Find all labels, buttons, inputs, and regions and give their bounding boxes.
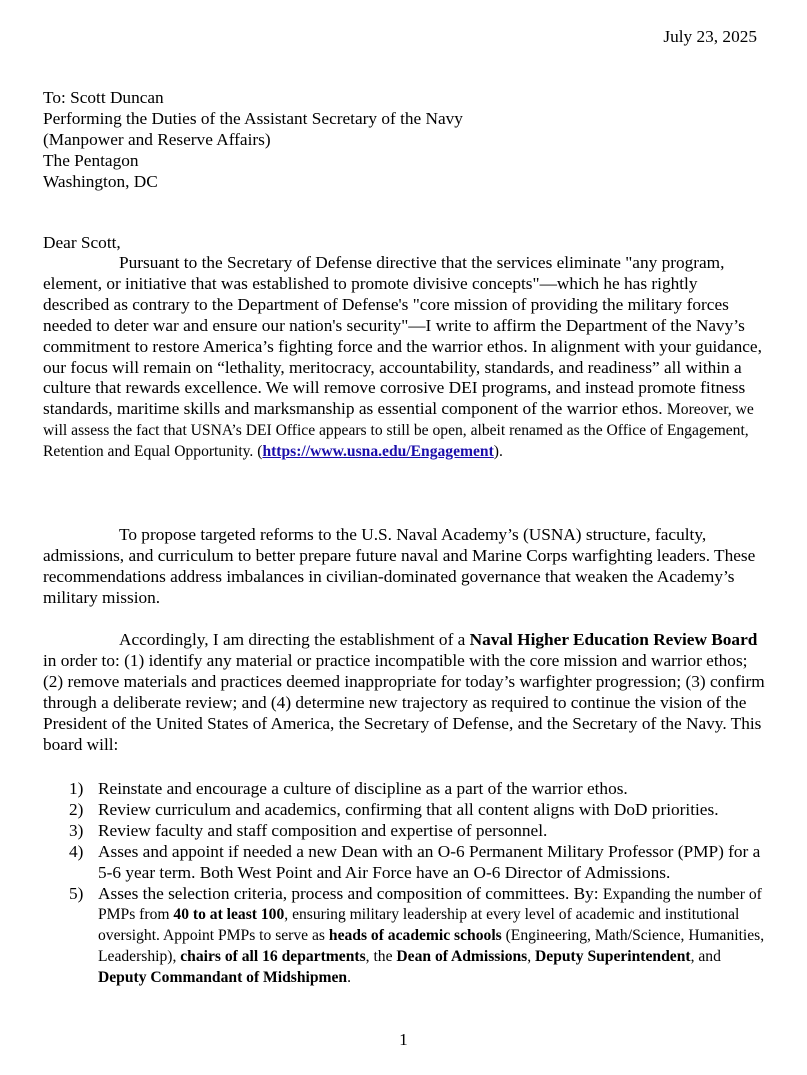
list-item-text: . [347, 969, 352, 987]
recipient-title-line: Performing the Duties of the Assistant Secretary of the Navy [43, 108, 463, 128]
list-item-number: 2) [69, 799, 84, 819]
pmp-count-range: 40 to at least 100 [173, 906, 285, 924]
list-item-text: Expanding the number of PMPs from [98, 885, 762, 924]
list-item-text: Reinstate and encourage a culture of discipline as a part of the warrior ethos. [98, 779, 628, 798]
heads-of-schools: heads of academic schools [328, 927, 502, 945]
board-actions-list [43, 779, 765, 988]
letter-date: July 23, 2025 [663, 27, 757, 46]
list-item [43, 779, 765, 800]
list-item-text: , [527, 948, 536, 966]
list-item-number: 1) [69, 779, 84, 798]
list-item [43, 884, 765, 989]
dean-of-admissions: Dean of Admissions [396, 948, 528, 966]
review-board-intro: Accordingly, I am directing the establishment of a [119, 630, 470, 649]
list-item [43, 821, 765, 842]
list-item-number: 5) [69, 883, 84, 903]
deputy-superintendent: Deputy Superintendent [535, 948, 691, 966]
list-item-number: 3) [69, 820, 84, 840]
list-item-text: , the [365, 948, 397, 966]
list-item-text: , ensuring military leadership at every level of academic and institutional oversight. Appoint PMPs to serve as [98, 906, 740, 945]
review-board-name: Naval Higher Education Review Board [469, 630, 758, 649]
paragraph-directive [43, 253, 765, 462]
list-item [43, 800, 765, 821]
review-board-purpose: in order to: (1) identify any material or practice incompatible with the core mission and warrior ethos; (2) remove materials and practices deemed inappropriate for today’s warfighter progression; (3) confirm through a deliberate review; and (4) determine new trajectory as required to continue the vision of the President of the United States of America, the Secretary of Defense, and the Secretary of the Navy. This board will: [43, 650, 765, 754]
recipient-city-line: Washington, DC [43, 171, 158, 191]
department-chairs: chairs of all 16 departments [180, 948, 366, 966]
list-item-text: Asses and appoint if needed a new Dean with an O-6 Permanent Military Professor (PMP) for a 5-6 year term. Both West Point and Air Force have an O-6 Director of Admissions. [98, 841, 761, 882]
list-item-text: Asses the selection criteria, process and composition of committees. By: [98, 883, 603, 903]
recipient-building-line: The Pentagon [43, 150, 139, 170]
paragraph-directive-closing: ). [493, 443, 503, 461]
address-block [43, 88, 463, 193]
deputy-commandant: Deputy Commandant of Midshipmen [98, 969, 348, 987]
list-item-number: 4) [69, 841, 84, 861]
paragraph-directive-text: Pursuant to the Secretary of Defense directive that the services eliminate "any program, element, or initiative that was established to promote divisive concepts"—which he has rightly described as contrary to the Department of Defense's "core mission of providing the military forces needed to deter war and ensure our nation's security"—I write to affirm the Department of the Navy’s commitment to restore America’s fighting force and the warrior ethos. In alignment with your guidance, our focus will remain on “lethality, meritocracy, accountability, standards, and readiness” all within a culture that rewards excellence. We will remove corrosive DEI programs, and instead promote fitness standards, maritime skills and marksmanship as essential component of the warrior ethos. [43, 253, 762, 419]
list-item-text: Review curriculum and academics, confirming that all content aligns with DoD priorities. [98, 799, 719, 819]
paragraph-reforms-text: To propose targeted reforms to the U.S. Naval Academy’s (USNA) structure, faculty, admissions, and curriculum to better prepare future naval and Marine Corps warfighting leaders. These recommendations address imbalances in civilian-dominated governance that weaken the Academy’s military mission. [43, 525, 756, 607]
engagement-link[interactable]: https://www.usna.edu/Engagement [262, 443, 494, 461]
recipient-office-line: (Manpower and Reserve Affairs) [43, 129, 271, 149]
salutation: Dear Scott, [43, 233, 121, 252]
list-item-text: (Engineering, Math/Science, Humanities, Leadership), [98, 927, 765, 966]
page-number: 1 [399, 1030, 408, 1049]
list-item-text: Review faculty and staff composition and expertise of personnel. [98, 820, 548, 840]
list-item-text: , and [690, 948, 721, 966]
recipient-line: To: Scott Duncan [43, 88, 164, 107]
paragraph-reforms [43, 525, 765, 609]
paragraph-directive-dei-note: Moreover, we will assess the fact that USNA’s DEI Office appears to still be open, albeit renamed as the Office of Engagement, Retention and Equal Opportunity. ( [43, 401, 754, 461]
paragraph-review-board [43, 630, 765, 755]
list-item [43, 842, 765, 884]
